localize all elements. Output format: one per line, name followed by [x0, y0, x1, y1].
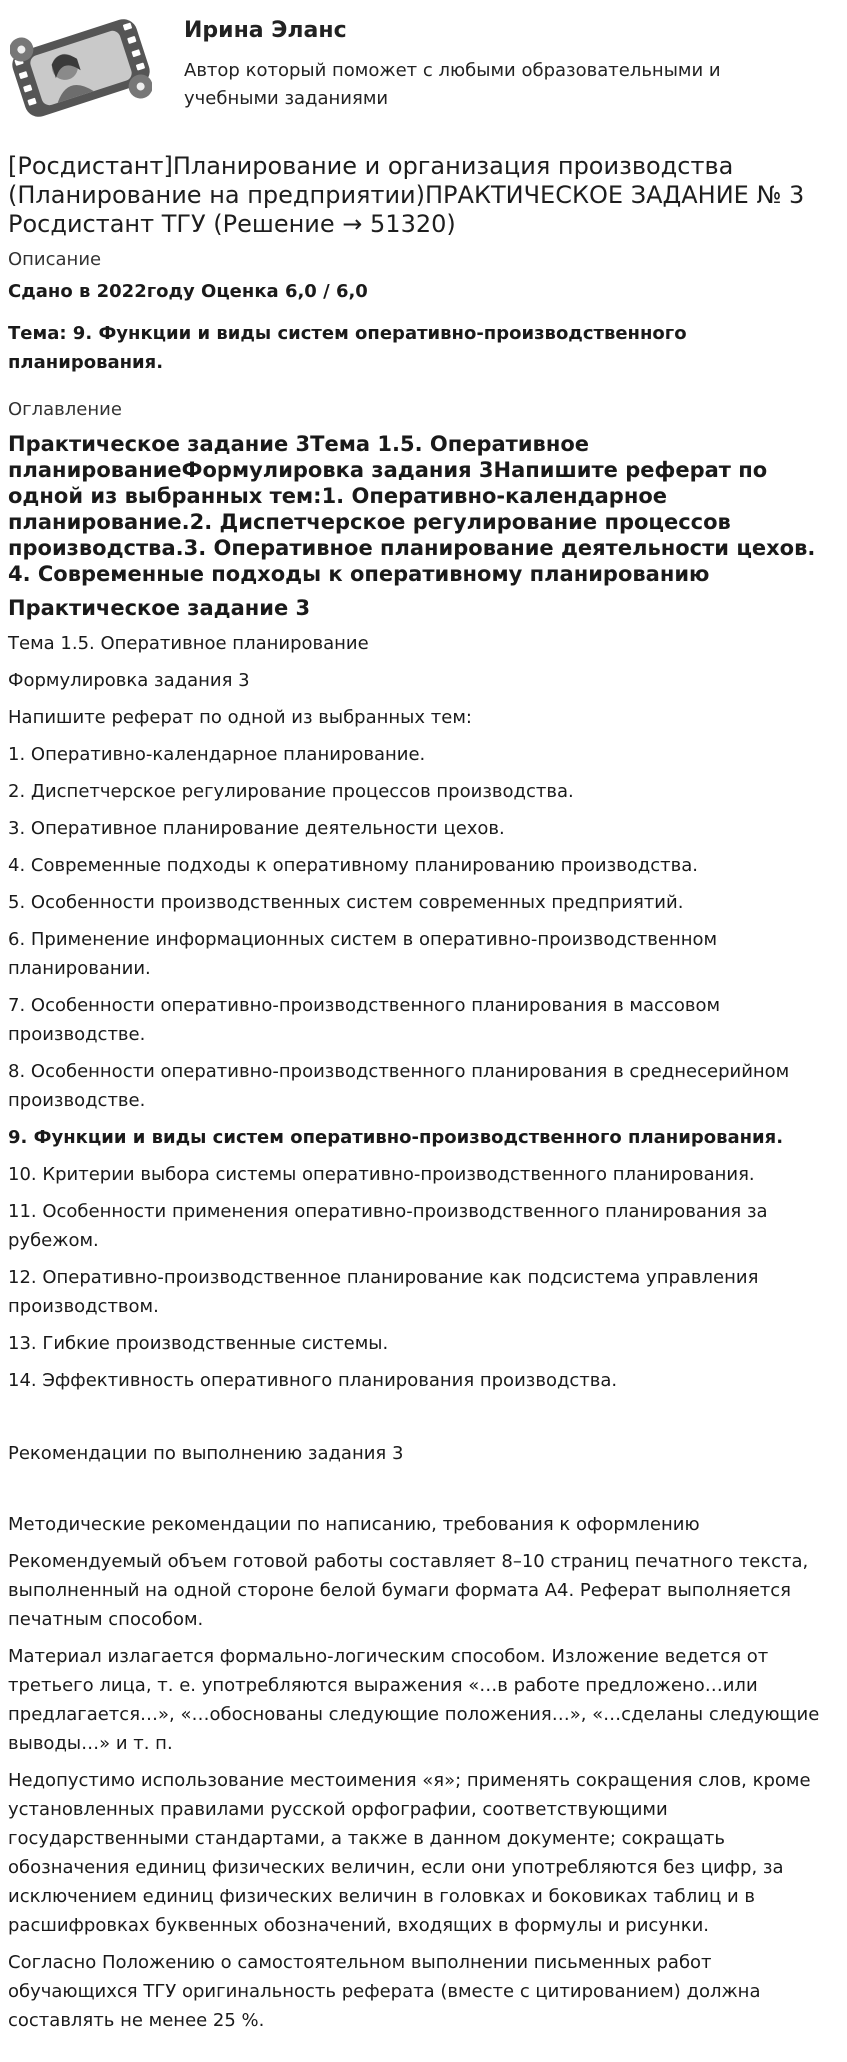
author-card: [8, 0, 839, 132]
task-heading: Формулировка задания 3: [8, 670, 250, 691]
grade-line: Сдано в 2022году Оценка 6,0 / 6,0: [8, 281, 368, 302]
list-item: 10. Критерии выбора системы оперативно-производственного планирования.: [8, 1164, 755, 1185]
task-intro: Напишите реферат по одной из выбранных тем:: [8, 707, 472, 728]
section-heading: Практическое задание 3: [8, 596, 311, 620]
list-item: 13. Гибкие производственные системы.: [8, 1333, 389, 1354]
paragraph: Согласно Положению о самостоятельном выполнении письменных работ обучающихся ТГУ оригинальность реферата (вместе с цитированием) должна составлять не менее 25 %.: [8, 1952, 761, 2031]
avatar[interactable]: [8, 8, 158, 128]
list-item: 1. Оперативно-календарное планирование.: [8, 744, 426, 765]
list-item: 5. Особенности производственных систем современных предприятий.: [8, 892, 684, 913]
toc-label: Оглавление: [8, 399, 122, 420]
list-item-selected: 9. Функции и виды систем оперативно-производственного планирования.: [8, 1127, 784, 1148]
list-item: 12. Оперативно-производственное планирование как подсистема управления производством.: [8, 1267, 759, 1317]
paragraph: Рекомендуемый объем готовой работы составляет 8–10 страниц печатного текста, выполненный на одной стороне белой бумаги формата А4. Реферат выполняется печатным способом.: [8, 1551, 809, 1630]
list-item: 11. Особенности применения оперативно-производственного планирования за рубежом.: [8, 1201, 768, 1251]
list-item: 2. Диспетчерское регулирование процессов производства.: [8, 781, 574, 802]
methodical-heading: Методические рекомендации по написанию, требования к оформлению: [8, 1514, 700, 1535]
list-item: 7. Особенности оперативно-производственного планирования в массовом производстве.: [8, 995, 721, 1045]
author-name[interactable]: Ирина Эланс: [184, 18, 347, 43]
toc-text: Практическое задание 3Тема 1.5. Оперативное планированиеФормулировка задания 3Напишите реферат по одной из выбранных тем:1. Оперативно-календарное планирование.2. Диспетчерское регулирование процессов производства.3. Оперативное планирование деятельности цехов. 4. Современные подходы к оперативному планированию: [8, 432, 816, 586]
paragraph: Недопустимо использование местоимения «я»; применять сокращения слов, кроме установленных правилами русской орфографии, соответствующими государственными стандартами, а также в данном документе; сокращать обозначения единиц физических величин, если они употребляются без цифр, за исключением единиц физических величин в головках и боковиках таблиц и в расшифровках буквенных обозначений, входящих в формулы и рисунки.: [8, 1770, 811, 1936]
list-item: 4. Современные подходы к оперативному планированию производства.: [8, 855, 698, 876]
avatar-photo-filmstrip-icon: [10, 12, 152, 124]
author-description: Автор который поможет с любыми образовательными и учебными заданиями: [184, 60, 721, 109]
description-label: Описание: [8, 249, 102, 270]
page-title: [Росдистант]Планирование и организация производства (Планирование на предприятии)ПРАКТИЧЕСКОЕ ЗАДАНИЕ № 3 Росдистант ТГУ (Решение → 51320): [8, 152, 805, 238]
paragraph: Материал излагается формально-логическим способом. Изложение ведется от третьего лица, т. е. употребляются выражения «…в работе предложено…или предлагается…», «…обоснованы следующие положения…», «…сделаны следующие выводы…» и т. п.: [8, 1646, 820, 1754]
recommendations-heading: Рекомендации по выполнению задания 3: [8, 1443, 404, 1464]
list-item: 3. Оперативное планирование деятельности цехов.: [8, 818, 505, 839]
topic-line: Тема 1.5. Оперативное планирование: [8, 633, 369, 654]
spacer: [8, 1468, 839, 1502]
theme-line: Тема: 9. Функции и виды систем оперативно-производственного планирования.: [8, 323, 687, 373]
author-info: [184, 8, 784, 113]
list-item: 6. Применение информационных систем в оперативно-производственном планировании.: [8, 929, 718, 979]
list-item: 8. Особенности оперативно-производственного планирования в среднесерийном производстве.: [8, 1061, 790, 1111]
spacer: [8, 1395, 839, 1431]
list-item: 14. Эффективность оперативного планирования производства.: [8, 1370, 618, 1391]
